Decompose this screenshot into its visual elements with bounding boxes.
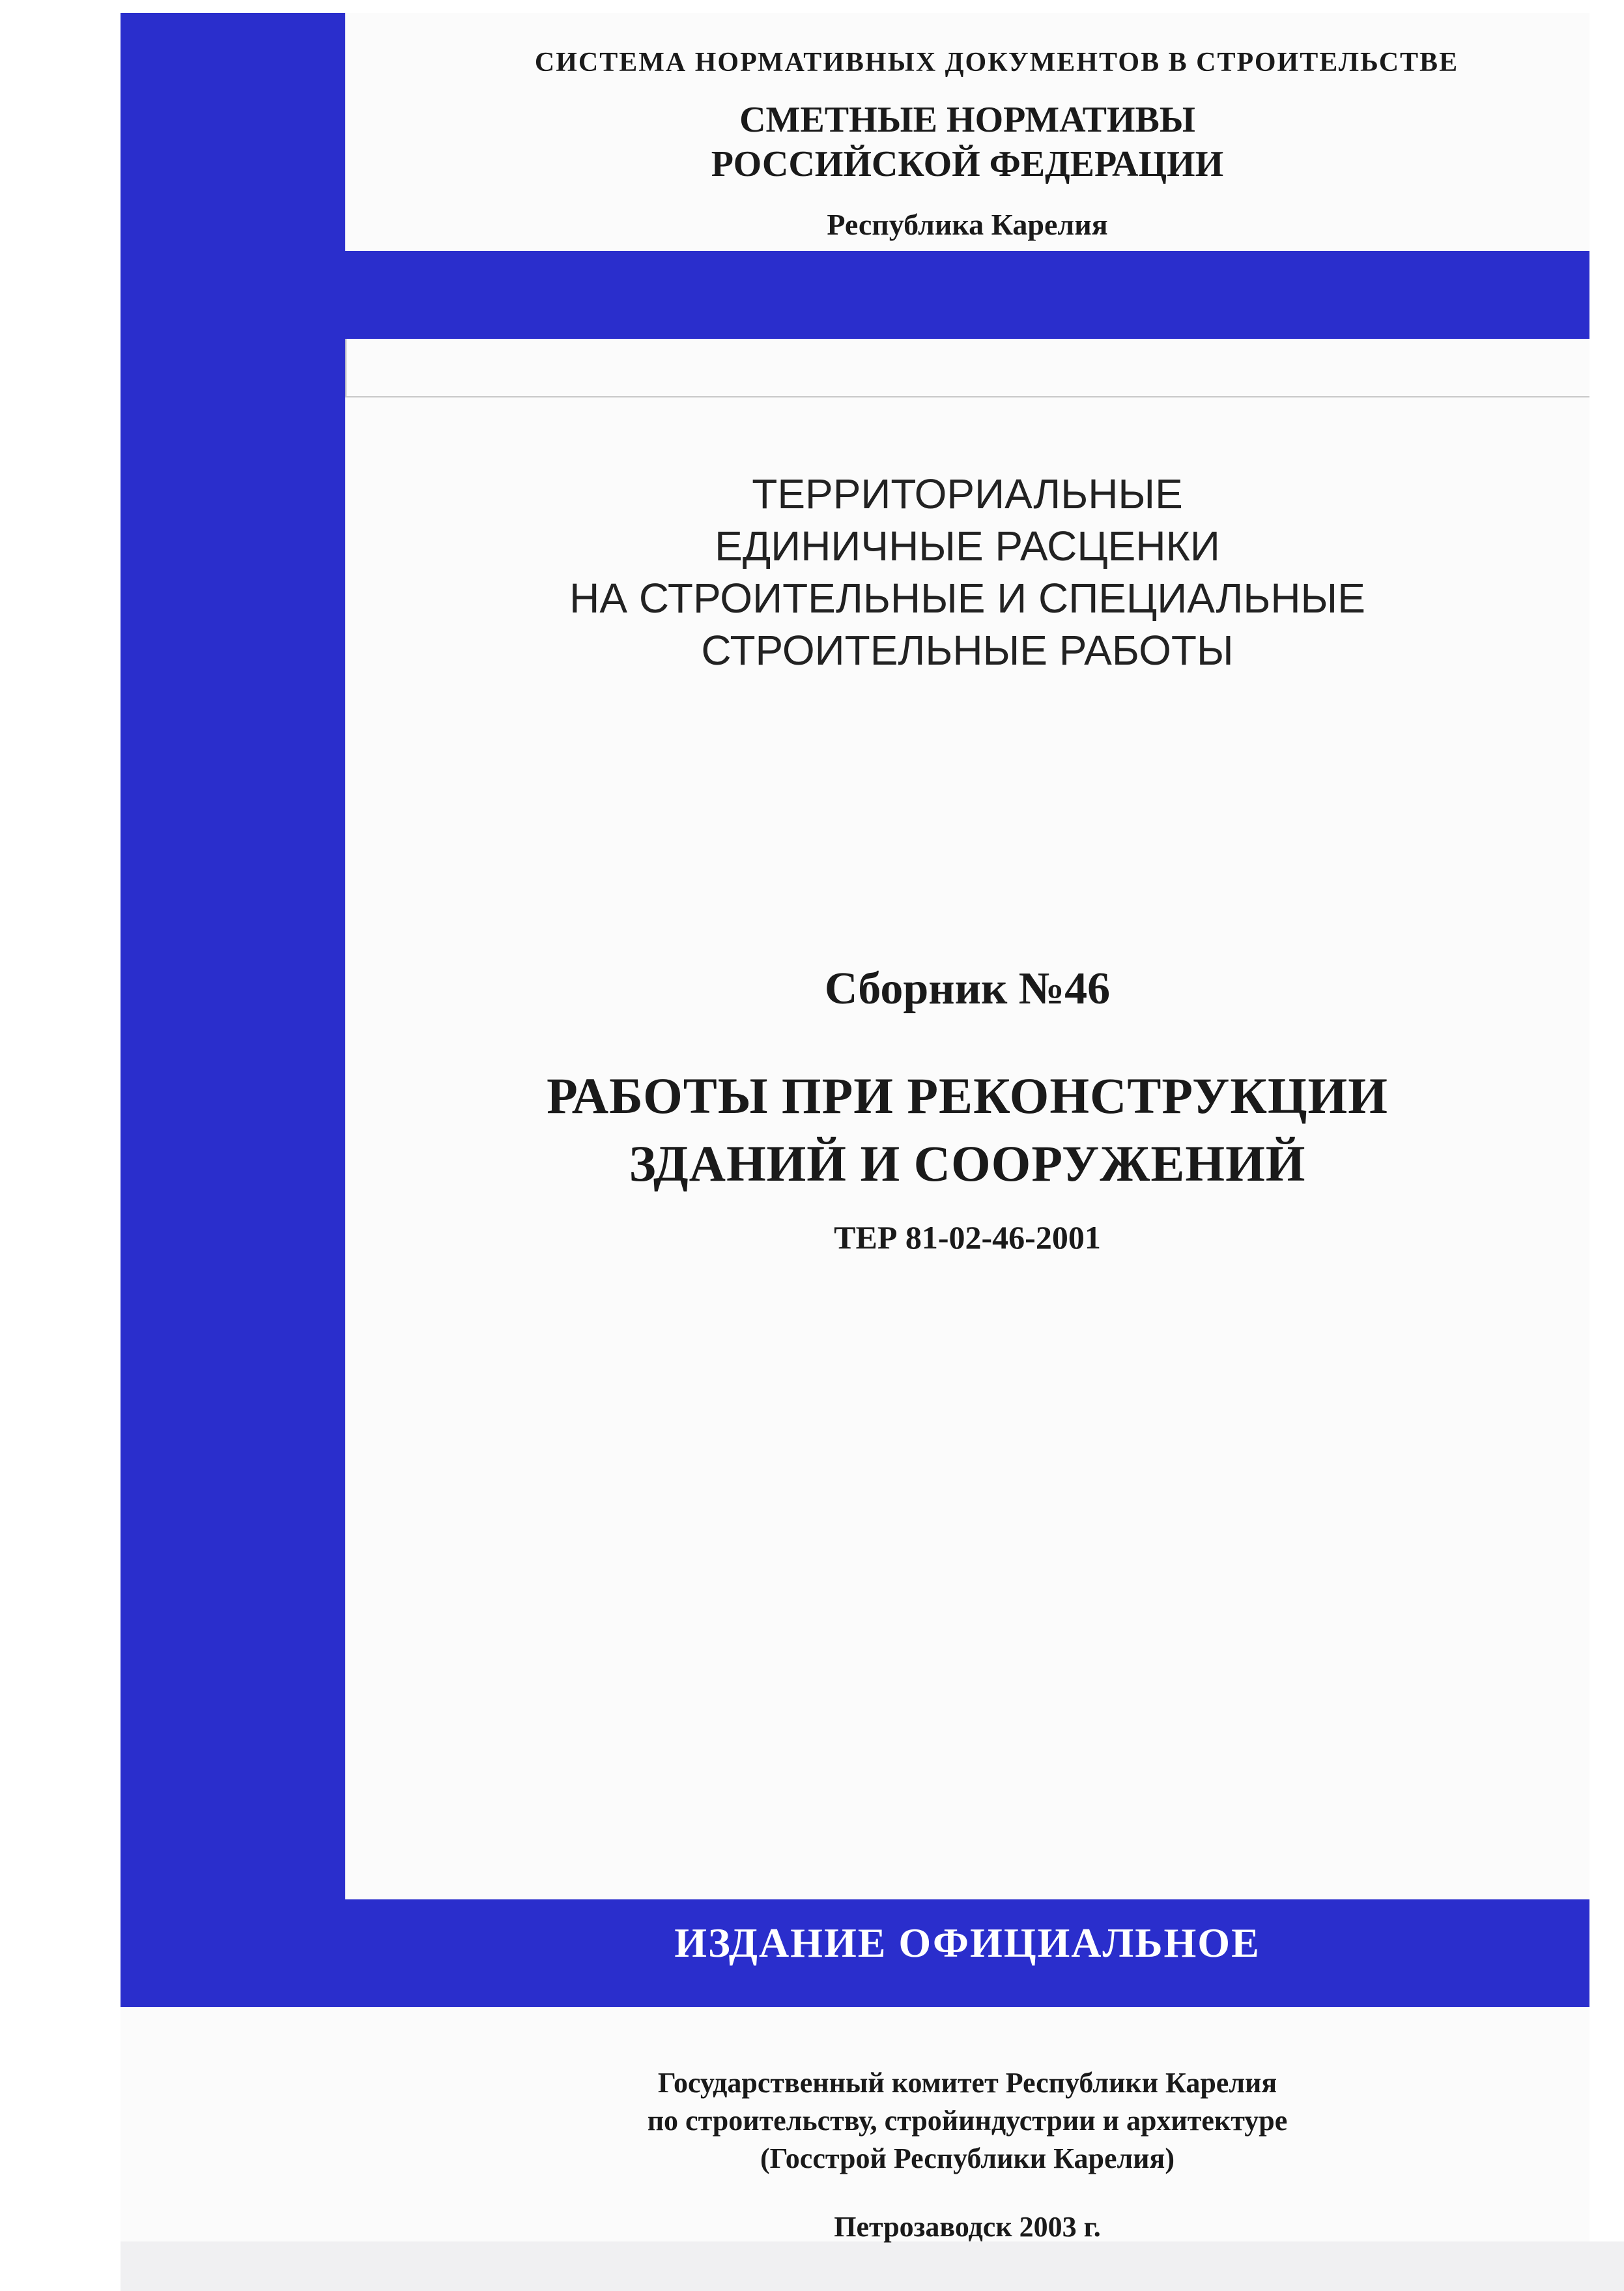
official-edition-label: ИЗДАНИЕ ОФИЦИАЛЬНОЕ — [674, 1920, 1261, 1966]
place-and-year: Петрозаводск 2003 г. — [834, 2211, 1101, 2243]
series-name: СИСТЕМА НОРМАТИВНЫХ ДОКУМЕНТОВ В СТРОИТЕЛЬСТВЕ — [534, 48, 1459, 78]
collection-subject: РАБОТЫ ПРИ РЕКОНСТРУКЦИИ ЗДАНИЙ И СООРУЖЕНИЙ — [547, 1067, 1388, 1192]
region-name: Республика Карелия — [827, 208, 1108, 241]
collection-number: Сборник №46 — [824, 964, 1111, 1014]
top-blue-band — [121, 251, 1589, 339]
publisher: Государственный комитет Республики Карелия по строительству, стройиндустрии и архитектуре (Госстрой Республики Карелия) — [647, 2067, 1288, 2174]
fold-line — [345, 396, 1589, 397]
fold-line — [345, 339, 347, 397]
norms-title: СМЕТНЫЕ НОРМАТИВЫ РОССИЙСКОЙ ФЕДЕРАЦИИ — [711, 100, 1224, 184]
scan-shadow — [121, 2241, 1624, 2291]
document-title: ТЕРРИТОРИАЛЬНЫЕ ЕДИНИЧНЫЕ РАСЦЕНКИ НА СТРОИТЕЛЬНЫЕ И СПЕЦИАЛЬНЫЕ СТРОИТЕЛЬНЫЕ РАБОТЫ — [569, 470, 1365, 674]
document-code: ТЕР 81-02-46-2001 — [834, 1219, 1101, 1256]
